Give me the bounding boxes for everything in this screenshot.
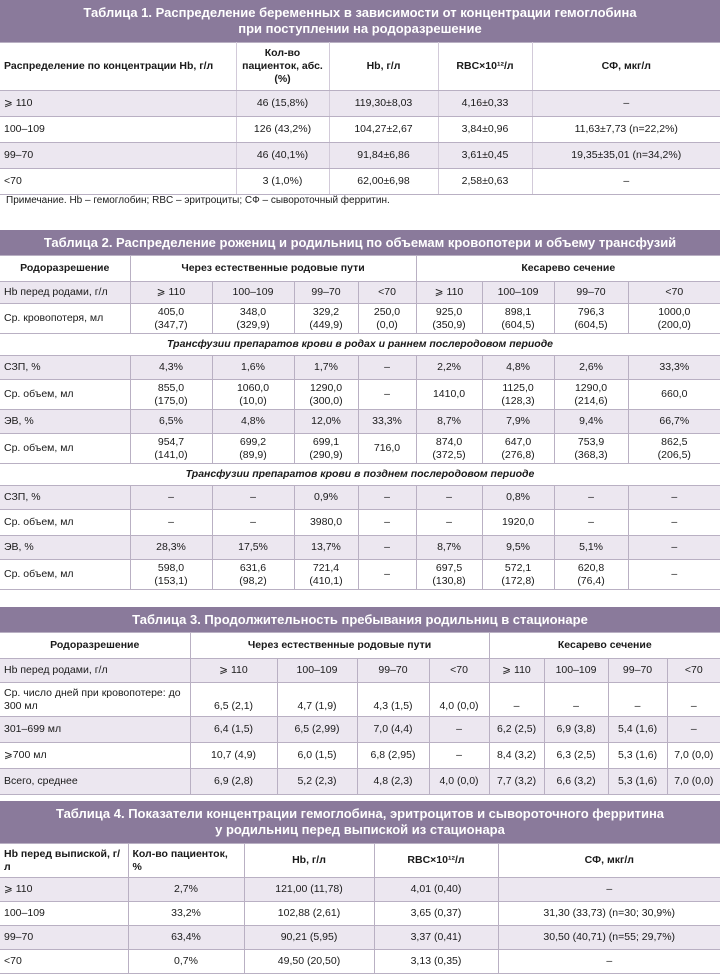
row-label: Ср. число дней при кровопотере: до 300 мл	[0, 683, 190, 717]
cell: –	[416, 510, 482, 536]
table-header-row	[0, 43, 720, 91]
cell: 33,3%	[628, 356, 720, 380]
row-label: Ср. объем, мл	[0, 380, 130, 410]
cell: –	[628, 560, 720, 590]
header-cell: RBC×10¹²/л	[374, 844, 498, 878]
cell: 1410,0	[416, 380, 482, 410]
cell: –	[130, 510, 212, 536]
cell: 4,01 (0,40)	[374, 878, 498, 902]
cell: 1125,0 (128,3)	[482, 380, 554, 410]
table-row	[0, 902, 720, 926]
cell: –	[667, 683, 720, 717]
cell: 5,3 (1,6)	[608, 769, 667, 795]
header-cell: Родоразрешение	[0, 633, 190, 659]
table-row	[0, 304, 720, 334]
cell: 753,9 (368,3)	[554, 434, 628, 464]
row-label: Ср. объем, мл	[0, 434, 130, 464]
table-2-title: Таблица 2. Распределение рожениц и родильниц по объемам кровопотери и объему трансфузий	[0, 230, 720, 255]
section-heading: Трансфузии препаратов крови в родах и раннем послеродовом периоде	[0, 334, 720, 356]
cell: 104,27±2,67	[329, 117, 438, 143]
cell: 716,0	[358, 434, 416, 464]
cell: ⩾ 110	[130, 282, 212, 304]
cell: 4,3 (1,5)	[357, 683, 429, 717]
cell: ⩾ 110	[0, 878, 128, 902]
cell: 8,7%	[416, 536, 482, 560]
section-row	[0, 334, 720, 356]
table-1	[0, 0, 720, 195]
cell: –	[532, 91, 720, 117]
row-label: Hb перед родами, г/л	[0, 282, 130, 304]
cell: 699,1 (290,9)	[294, 434, 358, 464]
cell: 7,0 (4,4)	[357, 717, 429, 743]
table-row	[0, 91, 720, 117]
cell: 63,4%	[128, 926, 244, 950]
row-label: ⩾700 мл	[0, 743, 190, 769]
cell: 2,6%	[554, 356, 628, 380]
row-label: Ср. объем, мл	[0, 560, 130, 590]
table-row	[0, 659, 720, 683]
table-3-grid	[0, 632, 720, 795]
cell: 46 (40,1%)	[236, 143, 329, 169]
header-cell: Кесарево сечение	[416, 256, 720, 282]
cell: –	[130, 486, 212, 510]
cell: 329,2 (449,9)	[294, 304, 358, 334]
header-cell: Распределение по концентрации Hb, г/л	[0, 43, 236, 91]
cell: 5,2 (2,3)	[277, 769, 357, 795]
table-2	[0, 230, 720, 590]
table-row	[0, 410, 720, 434]
cell: 1290,0 (300,0)	[294, 380, 358, 410]
header-cell: Hb, г/л	[329, 43, 438, 91]
table-1-title	[0, 0, 720, 42]
cell: 855,0 (175,0)	[130, 380, 212, 410]
table-row	[0, 282, 720, 304]
cell: 925,0 (350,9)	[416, 304, 482, 334]
row-label: СЗП, %	[0, 486, 130, 510]
cell: –	[628, 510, 720, 536]
cell: 7,0 (0,0)	[667, 769, 720, 795]
table-header-row	[0, 633, 720, 659]
cell: 5,1%	[554, 536, 628, 560]
cell: –	[358, 486, 416, 510]
cell: 30,50 (40,71) (n=55; 29,7%)	[498, 926, 720, 950]
cell: 0,8%	[482, 486, 554, 510]
cell: ⩾ 110	[489, 659, 544, 683]
cell: 660,0	[628, 380, 720, 410]
cell: 874,0 (372,5)	[416, 434, 482, 464]
cell: 100–109	[212, 282, 294, 304]
cell: 6,0 (1,5)	[277, 743, 357, 769]
cell: –	[429, 743, 489, 769]
cell: 3,84±0,96	[438, 117, 532, 143]
cell: 3,65 (0,37)	[374, 902, 498, 926]
cell: 4,8 (2,3)	[357, 769, 429, 795]
cell: 121,00 (11,78)	[244, 878, 374, 902]
cell: 6,3 (2,5)	[544, 743, 608, 769]
cell: –	[628, 536, 720, 560]
row-label: 301–699 мл	[0, 717, 190, 743]
table-header-row	[0, 256, 720, 282]
cell: 99–70	[294, 282, 358, 304]
cell: 6,9 (2,8)	[190, 769, 277, 795]
cell: <70	[628, 282, 720, 304]
table-row	[0, 169, 720, 195]
cell: 19,35±35,01 (n=34,2%)	[532, 143, 720, 169]
header-cell: Кол-во пациенток, %	[128, 844, 244, 878]
cell: 3,37 (0,41)	[374, 926, 498, 950]
row-label: ЭВ, %	[0, 536, 130, 560]
cell: <70	[0, 169, 236, 195]
table-row	[0, 486, 720, 510]
cell: 631,6 (98,2)	[212, 560, 294, 590]
cell: 6,5%	[130, 410, 212, 434]
cell: 796,3 (604,5)	[554, 304, 628, 334]
table-header-row	[0, 844, 720, 878]
cell: 6,5 (2,99)	[277, 717, 357, 743]
cell: 100–109	[0, 902, 128, 926]
cell: 3,13 (0,35)	[374, 950, 498, 974]
cell: 46 (15,8%)	[236, 91, 329, 117]
cell: –	[544, 683, 608, 717]
cell: 348,0 (329,9)	[212, 304, 294, 334]
cell: –	[212, 510, 294, 536]
table-row	[0, 717, 720, 743]
cell: 6,5 (2,1)	[190, 683, 277, 717]
cell: 8,4 (3,2)	[489, 743, 544, 769]
table-3	[0, 607, 720, 795]
cell: 6,6 (3,2)	[544, 769, 608, 795]
cell: 100–109	[277, 659, 357, 683]
table-row	[0, 560, 720, 590]
header-cell: Кесарево сечение	[489, 633, 720, 659]
cell: 598,0 (153,1)	[130, 560, 212, 590]
cell: 699,2 (89,9)	[212, 434, 294, 464]
cell: 4,7 (1,9)	[277, 683, 357, 717]
table-2-grid	[0, 255, 720, 590]
cell: –	[212, 486, 294, 510]
header-cell: Через естественные родовые пути	[130, 256, 416, 282]
table-3-title: Таблица 3. Продолжительность пребывания родильниц в стационаре	[0, 607, 720, 632]
table-4	[0, 801, 720, 974]
cell: 9,5%	[482, 536, 554, 560]
cell: 33,3%	[358, 410, 416, 434]
cell: –	[554, 510, 628, 536]
cell: 66,7%	[628, 410, 720, 434]
cell: 5,4 (1,6)	[608, 717, 667, 743]
cell: 2,2%	[416, 356, 482, 380]
cell: –	[498, 950, 720, 974]
cell: 862,5 (206,5)	[628, 434, 720, 464]
cell: 1,6%	[212, 356, 294, 380]
section-heading: Трансфузии препаратов крови в позднем послеродовом периоде	[0, 464, 720, 486]
table-row	[0, 434, 720, 464]
cell: 620,8 (76,4)	[554, 560, 628, 590]
cell: 3980,0	[294, 510, 358, 536]
cell: <70	[0, 950, 128, 974]
cell: –	[358, 356, 416, 380]
cell: 2,58±0,63	[438, 169, 532, 195]
cell: 99–70	[357, 659, 429, 683]
table-1-note: Примечание. Hb – гемоглобин; RBC – эритроциты; СФ – сывороточный ферритин.	[6, 195, 390, 206]
header-cell: Hb, г/л	[244, 844, 374, 878]
table-1-grid	[0, 42, 720, 195]
cell: –	[498, 878, 720, 902]
cell: 0,9%	[294, 486, 358, 510]
section-row	[0, 464, 720, 486]
cell: ⩾ 110	[416, 282, 482, 304]
cell: 898,1 (604,5)	[482, 304, 554, 334]
table-row	[0, 926, 720, 950]
cell: –	[554, 486, 628, 510]
cell: 405,0 (347,7)	[130, 304, 212, 334]
cell: 126 (43,2%)	[236, 117, 329, 143]
cell: 102,88 (2,61)	[244, 902, 374, 926]
cell: –	[608, 683, 667, 717]
cell: 100–109	[482, 282, 554, 304]
header-cell: СФ, мкг/л	[532, 43, 720, 91]
table-4-title	[0, 801, 720, 843]
cell: 17,5%	[212, 536, 294, 560]
cell: 0,7%	[128, 950, 244, 974]
cell: 99–70	[0, 926, 128, 950]
cell: 119,30±8,03	[329, 91, 438, 117]
row-label: Hb перед родами, г/л	[0, 659, 190, 683]
cell: 11,63±7,73 (n=22,2%)	[532, 117, 720, 143]
table-1-title-line1: Таблица 1. Распределение беременных в зависимости от концентрации гемоглобина	[83, 5, 637, 20]
table-row	[0, 743, 720, 769]
cell: 7,7 (3,2)	[489, 769, 544, 795]
cell: 4,16±0,33	[438, 91, 532, 117]
cell: 28,3%	[130, 536, 212, 560]
cell: –	[358, 380, 416, 410]
header-cell: СФ, мкг/л	[498, 844, 720, 878]
cell: 1,7%	[294, 356, 358, 380]
cell: 3,61±0,45	[438, 143, 532, 169]
cell: 100–109	[544, 659, 608, 683]
cell: 99–70	[554, 282, 628, 304]
cell: 6,2 (2,5)	[489, 717, 544, 743]
table-row	[0, 536, 720, 560]
cell: 721,4 (410,1)	[294, 560, 358, 590]
cell: –	[358, 536, 416, 560]
row-label: ЭВ, %	[0, 410, 130, 434]
cell: ⩾ 110	[0, 91, 236, 117]
table-row	[0, 769, 720, 795]
header-cell: Через естественные родовые пути	[190, 633, 489, 659]
cell: 572,1 (172,8)	[482, 560, 554, 590]
cell: 12,0%	[294, 410, 358, 434]
table-row	[0, 380, 720, 410]
cell: 4,8%	[482, 356, 554, 380]
cell: 33,2%	[128, 902, 244, 926]
table-row	[0, 356, 720, 380]
cell: 954,7 (141,0)	[130, 434, 212, 464]
cell: 7,0 (0,0)	[667, 743, 720, 769]
table-row	[0, 878, 720, 902]
cell: 647,0 (276,8)	[482, 434, 554, 464]
cell: 99–70	[608, 659, 667, 683]
table-1-title-line2: при поступлении на родоразрешение	[238, 21, 482, 36]
cell: 90,21 (5,95)	[244, 926, 374, 950]
cell: –	[358, 560, 416, 590]
cell: –	[532, 169, 720, 195]
cell: 1290,0 (214,6)	[554, 380, 628, 410]
cell: 250,0 (0,0)	[358, 304, 416, 334]
table-row	[0, 683, 720, 717]
cell: <70	[667, 659, 720, 683]
cell: 4,0 (0,0)	[429, 769, 489, 795]
cell: –	[489, 683, 544, 717]
cell: 4,0 (0,0)	[429, 683, 489, 717]
cell: <70	[429, 659, 489, 683]
cell: 13,7%	[294, 536, 358, 560]
cell: 1060,0 (10,0)	[212, 380, 294, 410]
cell: 4,3%	[130, 356, 212, 380]
table-4-grid	[0, 843, 720, 974]
cell: ⩾ 110	[190, 659, 277, 683]
cell: –	[667, 717, 720, 743]
cell: 49,50 (20,50)	[244, 950, 374, 974]
cell: 3 (1,0%)	[236, 169, 329, 195]
cell: –	[416, 486, 482, 510]
cell: 1000,0 (200,0)	[628, 304, 720, 334]
cell: –	[358, 510, 416, 536]
row-label: Ср. объем, мл	[0, 510, 130, 536]
header-cell: Hb перед выпиской, г/л	[0, 844, 128, 878]
cell: 4,8%	[212, 410, 294, 434]
cell: 91,84±6,86	[329, 143, 438, 169]
table-row	[0, 950, 720, 974]
row-label: СЗП, %	[0, 356, 130, 380]
cell: 5,3 (1,6)	[608, 743, 667, 769]
cell: 31,30 (33,73) (n=30; 30,9%)	[498, 902, 720, 926]
cell: 8,7%	[416, 410, 482, 434]
cell: 6,4 (1,5)	[190, 717, 277, 743]
table-row	[0, 510, 720, 536]
table-4-title-line1: Таблица 4. Показатели концентрации гемоглобина, эритроцитов и сывороточного ферритина	[55, 806, 665, 821]
header-cell: RBC×10¹²/л	[438, 43, 532, 91]
table-row	[0, 117, 720, 143]
cell: –	[628, 486, 720, 510]
table-row	[0, 143, 720, 169]
cell: <70	[358, 282, 416, 304]
cell: 1920,0	[482, 510, 554, 536]
cell: –	[429, 717, 489, 743]
cell: 62,00±6,98	[329, 169, 438, 195]
cell: 2,7%	[128, 878, 244, 902]
cell: 99–70	[0, 143, 236, 169]
header-cell: Кол-во пациенток, абс. (%)	[236, 43, 329, 91]
cell: 6,8 (2,95)	[357, 743, 429, 769]
cell: 7,9%	[482, 410, 554, 434]
cell: 697,5 (130,8)	[416, 560, 482, 590]
cell: 6,9 (3,8)	[544, 717, 608, 743]
cell: 9,4%	[554, 410, 628, 434]
cell: 10,7 (4,9)	[190, 743, 277, 769]
table-4-title-line2: у родильниц перед выпиской из стационара	[215, 822, 505, 837]
header-cell: Родоразрешение	[0, 256, 130, 282]
cell: 100–109	[0, 117, 236, 143]
row-label: Ср. кровопотеря, мл	[0, 304, 130, 334]
row-label: Всего, среднее	[0, 769, 190, 795]
